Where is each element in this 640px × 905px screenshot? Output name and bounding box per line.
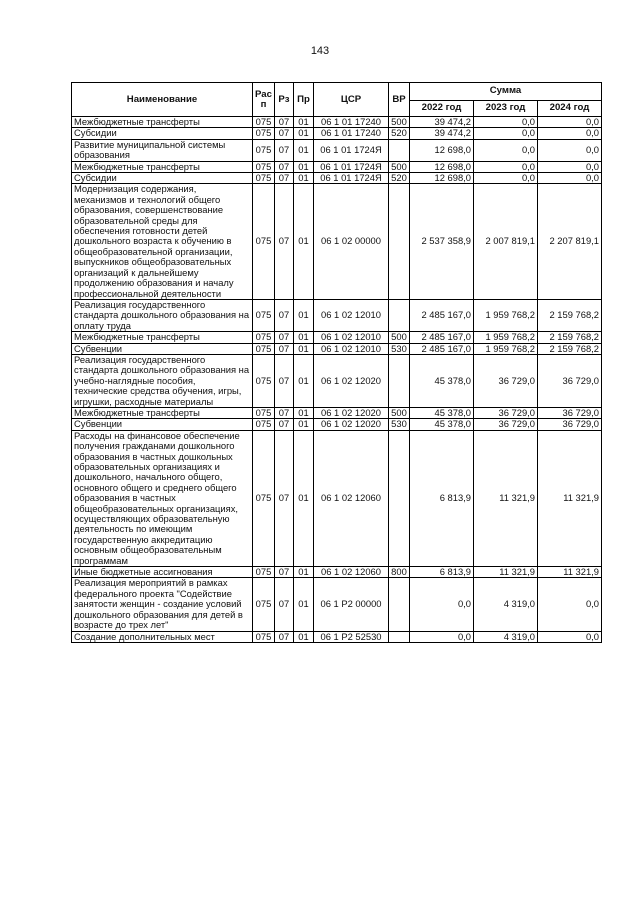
row-sum-2023: 1 959 768,2 (474, 343, 538, 354)
row-csr: 06 1 02 12060 (314, 567, 389, 578)
row-rz: 07 (275, 139, 294, 161)
row-rz: 07 (275, 419, 294, 430)
row-csr: 06 1 02 12010 (314, 343, 389, 354)
row-pr: 01 (294, 299, 314, 331)
row-sum-2023: 0,0 (474, 173, 538, 184)
row-vr (389, 354, 410, 407)
row-rz: 07 (275, 354, 294, 407)
table-row (72, 419, 602, 430)
row-name: Межбюджетные трансферты (72, 407, 253, 418)
header-vr: ВР (389, 83, 410, 117)
row-csr: 06 1 02 12010 (314, 299, 389, 331)
row-rz: 07 (275, 343, 294, 354)
row-vr (389, 578, 410, 631)
row-csr: 06 1 02 12020 (314, 407, 389, 418)
row-pr: 01 (294, 343, 314, 354)
row-rz: 07 (275, 430, 294, 566)
row-rz: 07 (275, 578, 294, 631)
row-sum-2023: 0,0 (474, 117, 538, 128)
row-sum-2022: 45 378,0 (410, 407, 474, 418)
row-pr: 01 (294, 567, 314, 578)
row-rasp: 075 (253, 578, 275, 631)
row-sum-2022: 6 813,9 (410, 567, 474, 578)
row-pr: 01 (294, 419, 314, 430)
table-row (72, 343, 602, 354)
table-row (72, 128, 602, 139)
table-row (72, 430, 602, 566)
row-rasp: 075 (253, 430, 275, 566)
table-row (72, 578, 602, 631)
row-pr: 01 (294, 117, 314, 128)
row-name: Модернизация содержания, механизмов и технологий общего образования, совершенствование образовательной среды для обеспечения готовности детей дошкольного возраста к обучению в общеобразовательной организации, выпускников общеобразовательных организаций к дальнейшему продолжению образования и началу профессиональной деятельности (72, 184, 253, 299)
row-rasp: 075 (253, 343, 275, 354)
row-sum-2024: 2 159 768,2 (538, 332, 602, 343)
row-pr: 01 (294, 173, 314, 184)
row-rasp: 075 (253, 631, 275, 642)
row-pr: 01 (294, 128, 314, 139)
row-rz: 07 (275, 117, 294, 128)
header-name: Наименование (72, 83, 253, 117)
header-rasp: Рас п (253, 83, 275, 117)
row-pr: 01 (294, 139, 314, 161)
row-name: Развитие муниципальной системы образования (72, 139, 253, 161)
row-vr: 800 (389, 567, 410, 578)
row-pr: 01 (294, 184, 314, 299)
row-csr: 06 1 02 12060 (314, 430, 389, 566)
row-rz: 07 (275, 332, 294, 343)
row-sum-2022: 45 378,0 (410, 354, 474, 407)
row-sum-2022: 12 698,0 (410, 161, 474, 172)
row-rz: 07 (275, 173, 294, 184)
row-sum-2022: 45 378,0 (410, 419, 474, 430)
row-sum-2023: 36 729,0 (474, 354, 538, 407)
row-rasp: 075 (253, 117, 275, 128)
row-sum-2023: 4 319,0 (474, 631, 538, 642)
row-csr: 06 1 01 1724Я (314, 173, 389, 184)
row-name: Реализация государственного стандарта дошкольного образования на учебно-наглядные пособия, технические средства обучения, игры, игрушки, расходные материалы (72, 354, 253, 407)
header-year-2022: 2022 год (410, 100, 474, 116)
row-sum-2022: 12 698,0 (410, 139, 474, 161)
table-row (72, 332, 602, 343)
row-csr: 06 1 01 1724Я (314, 139, 389, 161)
row-vr (389, 299, 410, 331)
row-rasp: 075 (253, 567, 275, 578)
row-vr (389, 184, 410, 299)
row-sum-2023: 0,0 (474, 161, 538, 172)
row-sum-2023: 1 959 768,2 (474, 299, 538, 331)
header-year-2023: 2023 год (474, 100, 538, 116)
page-number: 143 (310, 45, 330, 57)
row-name: Субсидии (72, 128, 253, 139)
row-csr: 06 1 02 00000 (314, 184, 389, 299)
row-name: Субвенции (72, 419, 253, 430)
row-name: Расходы на финансовое обеспечение получения гражданами дошкольного образования в частных дошкольных образовательных организациях и дошкольного, начального общего, основного общего и среднего общего образования в частных общеобразовательных организациях, осуществляющих образовательную деятельность по имеющим государственную аккредитацию основным общеобразовательным программам (72, 430, 253, 566)
row-pr: 01 (294, 631, 314, 642)
header-pr: Пр (294, 83, 314, 117)
row-rasp: 075 (253, 332, 275, 343)
row-sum-2024: 0,0 (538, 631, 602, 642)
row-rasp: 075 (253, 128, 275, 139)
row-sum-2022: 39 474,2 (410, 117, 474, 128)
row-sum-2024: 0,0 (538, 128, 602, 139)
row-vr: 520 (389, 128, 410, 139)
table-row (72, 299, 602, 331)
row-sum-2023: 36 729,0 (474, 419, 538, 430)
row-sum-2022: 2 537 358,9 (410, 184, 474, 299)
row-vr: 500 (389, 161, 410, 172)
row-vr: 530 (389, 343, 410, 354)
table-row (72, 631, 602, 642)
row-sum-2023: 0,0 (474, 139, 538, 161)
row-vr (389, 631, 410, 642)
row-sum-2024: 11 321,9 (538, 430, 602, 566)
row-vr: 530 (389, 419, 410, 430)
header-year-2024: 2024 год (538, 100, 602, 116)
row-csr: 06 1 02 12020 (314, 354, 389, 407)
row-rz: 07 (275, 407, 294, 418)
row-sum-2024: 11 321,9 (538, 567, 602, 578)
row-vr: 500 (389, 117, 410, 128)
row-sum-2024: 0,0 (538, 578, 602, 631)
row-sum-2024: 2 207 819,1 (538, 184, 602, 299)
row-sum-2022: 2 485 167,0 (410, 332, 474, 343)
row-rz: 07 (275, 567, 294, 578)
row-rz: 07 (275, 184, 294, 299)
row-sum-2022: 39 474,2 (410, 128, 474, 139)
row-rasp: 075 (253, 161, 275, 172)
row-rasp: 075 (253, 407, 275, 418)
row-sum-2024: 2 159 768,2 (538, 299, 602, 331)
row-name: Межбюджетные трансферты (72, 332, 253, 343)
row-rasp: 075 (253, 173, 275, 184)
row-sum-2022: 0,0 (410, 578, 474, 631)
row-sum-2022: 2 485 167,0 (410, 343, 474, 354)
row-sum-2022: 12 698,0 (410, 173, 474, 184)
row-name: Межбюджетные трансферты (72, 117, 253, 128)
row-sum-2023: 4 319,0 (474, 578, 538, 631)
row-sum-2023: 36 729,0 (474, 407, 538, 418)
row-sum-2023: 11 321,9 (474, 430, 538, 566)
row-rz: 07 (275, 299, 294, 331)
row-sum-2024: 0,0 (538, 117, 602, 128)
row-vr (389, 139, 410, 161)
header-sum: Сумма (410, 83, 602, 101)
row-sum-2024: 0,0 (538, 161, 602, 172)
row-csr: 06 1 02 12020 (314, 419, 389, 430)
row-name: Реализация мероприятий в рамках федерального проекта "Содействие занятости женщин - создание условий дошкольного образования для детей в возрасте до трех лет" (72, 578, 253, 631)
row-csr: 06 1 01 17240 (314, 128, 389, 139)
row-sum-2023: 1 959 768,2 (474, 332, 538, 343)
table-row (72, 139, 602, 161)
row-sum-2024: 0,0 (538, 173, 602, 184)
table-body (72, 117, 602, 643)
row-name: Реализация государственного стандарта дошкольного образования на оплату труда (72, 299, 253, 331)
row-pr: 01 (294, 578, 314, 631)
row-pr: 01 (294, 407, 314, 418)
row-vr: 520 (389, 173, 410, 184)
row-sum-2023: 2 007 819,1 (474, 184, 538, 299)
row-rasp: 075 (253, 299, 275, 331)
table-row (72, 407, 602, 418)
header-rz: Рз (275, 83, 294, 117)
table-row (72, 184, 602, 299)
row-sum-2024: 2 159 768,2 (538, 343, 602, 354)
row-rasp: 075 (253, 419, 275, 430)
row-sum-2024: 36 729,0 (538, 354, 602, 407)
row-pr: 01 (294, 430, 314, 566)
row-rasp: 075 (253, 139, 275, 161)
row-sum-2024: 36 729,0 (538, 419, 602, 430)
row-sum-2023: 11 321,9 (474, 567, 538, 578)
row-pr: 01 (294, 332, 314, 343)
budget-table (71, 82, 602, 643)
header-csr: ЦСР (314, 83, 389, 117)
row-name: Иные бюджетные ассигнования (72, 567, 253, 578)
row-name: Субсидии (72, 173, 253, 184)
row-vr: 500 (389, 407, 410, 418)
row-name: Создание дополнительных мест (72, 631, 253, 642)
row-csr: 06 1 P2 52530 (314, 631, 389, 642)
table-row (72, 173, 602, 184)
row-sum-2022: 6 813,9 (410, 430, 474, 566)
row-sum-2023: 0,0 (474, 128, 538, 139)
table-row (72, 354, 602, 407)
table-row (72, 161, 602, 172)
row-pr: 01 (294, 161, 314, 172)
row-rasp: 075 (253, 184, 275, 299)
row-rasp: 075 (253, 354, 275, 407)
row-csr: 06 1 02 12010 (314, 332, 389, 343)
row-pr: 01 (294, 354, 314, 407)
row-rz: 07 (275, 128, 294, 139)
row-csr: 06 1 P2 00000 (314, 578, 389, 631)
table-row (72, 567, 602, 578)
row-sum-2024: 36 729,0 (538, 407, 602, 418)
row-name: Субвенции (72, 343, 253, 354)
table-row (72, 117, 602, 128)
row-rz: 07 (275, 631, 294, 642)
row-csr: 06 1 01 1724Я (314, 161, 389, 172)
row-vr (389, 430, 410, 566)
row-sum-2022: 2 485 167,0 (410, 299, 474, 331)
row-sum-2022: 0,0 (410, 631, 474, 642)
row-rz: 07 (275, 161, 294, 172)
row-name: Межбюджетные трансферты (72, 161, 253, 172)
row-vr: 500 (389, 332, 410, 343)
row-csr: 06 1 01 17240 (314, 117, 389, 128)
row-sum-2024: 0,0 (538, 139, 602, 161)
